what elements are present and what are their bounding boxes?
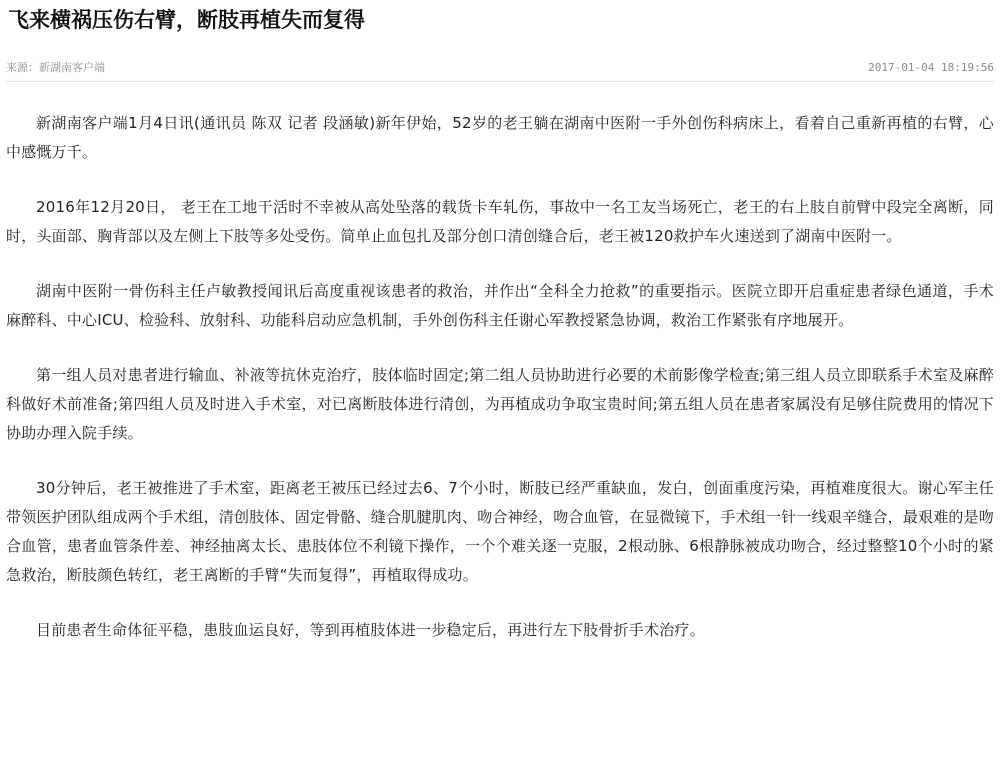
article-body: [6, 109, 994, 671]
article-title: 飞来横祸压伤右臂，断肢再植失而复得: [8, 8, 365, 32]
article-source[interactable]: 来源：新湖南客户端: [6, 61, 105, 74]
article-paragraph: 湖南中医附一骨伤科主任卢敏教授闻讯后高度重视该患者的救治，并作出“全科全力抢救”的重要指示。医院立即开启重症患者绿色通道，手术麻醉科、中心ICU、检验科、放射科、功能科启动应急机制，手外创伤科主任谢心军教授紧急协调，救治工作紧张有序地展开。: [6, 282, 994, 329]
article-meta: [6, 60, 994, 76]
article-paragraph: 30分钟后，老王被推进了手术室，距离老王被压已经过去6、7个小时，断肢已经严重缺血，发白，创面重度污染，再植难度很大。谢心军主任带领医护团队组成两个手术组，清创肢体、固定骨骼、缝合肌腱肌肉、吻合神经，吻合血管，在显微镜下，手术组一针一线艰辛缝合，最艰难的是吻合血管，患者血管条件差、神经抽离太长、患肢体位不利镜下操作，一个个难关逐一克服，2根动脉、6根静脉被成功吻合，经过整整10个小时的紧急救治，断肢颜色转红，老王离断的手臂“失而复得”，再植取得成功。: [6, 479, 995, 584]
article-paragraph: 新湖南客户端1月4日讯(通讯员 陈双 记者 段涵敏)新年伊始，52岁的老王躺在湖南中医附一手外创伤科病床上，看着自己重新再植的右臂，心中感慨万千。: [6, 114, 994, 161]
article-paragraph: 目前患者生命体征平稳，患肢血运良好，等到再植肢体进一步稳定后，再进行左下肢骨折手术治疗。: [36, 621, 705, 639]
article-timestamp: 2017-01-04 18:19:56: [868, 61, 994, 74]
article-paragraph: 第一组人员对患者进行输血、补液等抗休克治疗，肢体临时固定;第二组人员协助进行必要的术前影像学检查;第三组人员立即联系手术室及麻醉科做好术前准备;第四组人员及时进入手术室，对已离断肢体进行清创，为再植成功争取宝贵时间;第五组人员在患者家属没有足够住院费用的情况下协助办理入院手续。: [6, 366, 994, 442]
article-paragraph: 2016年12月20日， 老王在工地干活时不幸被从高处坠落的载货卡车轧伤，事故中一名工友当场死亡，老王的右上肢自前臂中段完全离断，同时，头面部、胸背部以及左侧上下肢等多处受伤。简单止血包扎及部分创口清创缝合后，老王被120救护车火速送到了湖南中医附一。: [6, 198, 994, 245]
meta-divider: [6, 81, 994, 82]
